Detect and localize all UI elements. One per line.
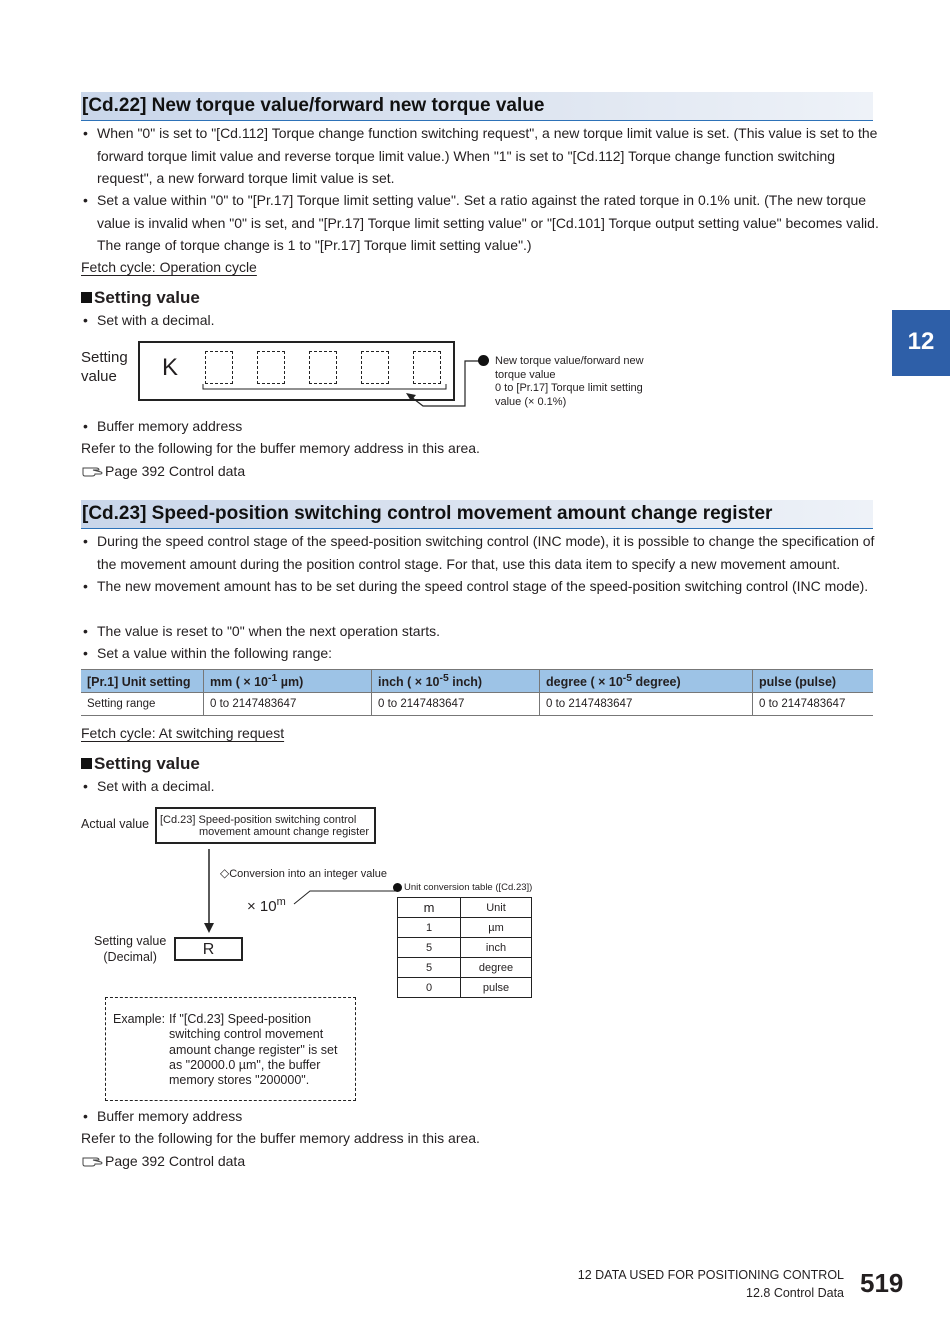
table-header-cell: mm ( × $10^{-1}$ µm) [204,670,372,693]
table-cell: 0 to 2147483647 [204,693,372,716]
table-row [81,693,873,716]
table-header-cell: m [398,898,461,918]
table-cell: 0 to 2147483647 [753,693,874,716]
example-box: Example: If "[Cd.23] Speed-position switching control movement amount change register" is set as "20000.0 µm", the buffer memory stores "200000". [105,997,356,1101]
table-header-cell: Unit [461,898,532,918]
setting-value-decimal-label: Setting value (Decimal) [94,934,167,964]
cd23-fetch-cycle: Fetch cycle: At switching request [81,725,285,741]
example-text: If "[Cd.23] Speed-position switching control movement amount change register" is set as "20000.0 µm", the buffer memory stores "200000". [169,1012,338,1088]
cd22-setting-heading: Setting value [81,288,200,308]
cd23-register-box: [Cd.23] Speed-position switching control movement amount change register [155,807,376,844]
cd22-bullet-2: • Set a value within "0" to "[Pr.17] Torque limit setting value". Set a ratio against the rated torque in 0.1% unit. (The new torque value is invalid when "0" is set, and "[Pr.17] Torque limit setting value" or "[Cd.101] Torque output setting value" becomes valid. The range of torque change is 1 to "[Pr.17] Torque limit setting value".) [83,192,879,253]
diamond-icon: ◇ [220,866,230,880]
cd23-refer-text: Refer to the following for the buffer memory address in this area. [81,1130,480,1146]
table-header-cell: degree ( × $10^{-5}$ degree) [540,670,753,693]
footer-section: 12.8 Control Data [746,1286,844,1300]
cd23-bullet-3: • The value is reset to "0" when the next operation starts. [83,623,441,639]
bullet-dot-icon [478,355,489,366]
cd22-register-letter: K [162,354,179,381]
page-number: 519 [860,1268,904,1298]
setting-range-table [81,669,873,716]
table-row: 5 degree [398,958,532,978]
square-bullet-icon [81,292,92,303]
table-row: 0 pulse [398,978,532,998]
multiplier-label: × $10^m$ [247,896,286,915]
actual-value-label: Actual value [81,817,150,831]
chapter-tab[interactable]: 12 [892,310,950,376]
table-cell: 0 to 2147483647 [372,693,540,716]
footer-chapter: 12 DATA USED FOR POSITIONING CONTROL [577,1268,844,1282]
cd22-refer-text: Refer to the following for the buffer memory address in this area. [81,440,480,456]
page-reference-hand-icon [81,464,105,478]
cd22-setting-value-label: Setting value [81,349,128,385]
cd23-bullet-1: • During the speed control stage of the speed-position switching control (INC mode), it is possible to change the specification of the movement amount during the position control stage. For that, use this data item to specify a new movement amount. [83,533,875,572]
cd22-section-header [81,92,873,121]
cd22-fetch-cycle: Fetch cycle: Operation cycle [81,259,257,275]
table-cell: 0 to 2147483647 [540,693,753,716]
table-header-row [398,898,532,918]
cd23-section-header [81,500,873,529]
cd23-setting-heading: Setting value [81,754,200,774]
cd22-buffer-bullet: • Buffer memory address [83,418,243,434]
cd23-bullet-4: • Set a value within the following range: [83,645,333,661]
table-header-cell: inch ( × $10^{-5}$ inch) [372,670,540,693]
cd23-set-decimal: • Set with a decimal. [83,778,215,794]
cd23-title: [Cd.23] Speed-position switching control movement amount change register [82,503,773,524]
square-bullet-icon [81,758,92,769]
cd23-page-reference[interactable]: Page 392 Control data [81,1150,245,1172]
cd22-page-reference[interactable]: Page 392 Control data [81,460,245,482]
cd23-bullet-2: • The new movement amount has to be set during the speed control stage of the speed-position switching control (INC mode). [83,578,869,594]
table-row: 1 µm [398,918,532,938]
conversion-label: ◇Conversion into an integer value [220,866,387,880]
cd23-buffer-bullet: • Buffer memory address [83,1108,243,1124]
unit-table-title: Unit conversion table ([Cd.23]) [404,882,533,893]
cd22-bullet-1: • When "0" is set to "[Cd.112] Torque change function switching request", a new torque limit value is set. (This value is set to the forward torque limit value and reverse torque limit value.) When "1" is set to "[Cd.112] Torque change function switching request", a new forward torque limit value is set. [83,125,878,186]
cd22-set-decimal: • Set with a decimal. [83,312,215,328]
cd22-bracket-arrow [195,340,495,415]
cd22-title: [Cd.22] New torque value/forward new torque value [82,95,545,116]
table-header-cell: [Pr.1] Unit setting [81,670,204,693]
table-header-row [81,670,873,693]
cd22-diagram-note: New torque value/forward new torque value 0 to [Pr.17] Torque limit setting value (× 0.1%) [495,355,644,408]
unit-conversion-table [397,897,532,998]
table-row: 5 inch [398,938,532,958]
bullet-dot-icon [393,883,402,892]
table-header-cell: pulse (pulse) [753,670,874,693]
table-cell: Setting range [81,693,204,716]
page-reference-hand-icon [81,1154,105,1168]
cd23-setting-box: R [174,937,243,961]
cd23-flow-arrows [195,843,405,938]
